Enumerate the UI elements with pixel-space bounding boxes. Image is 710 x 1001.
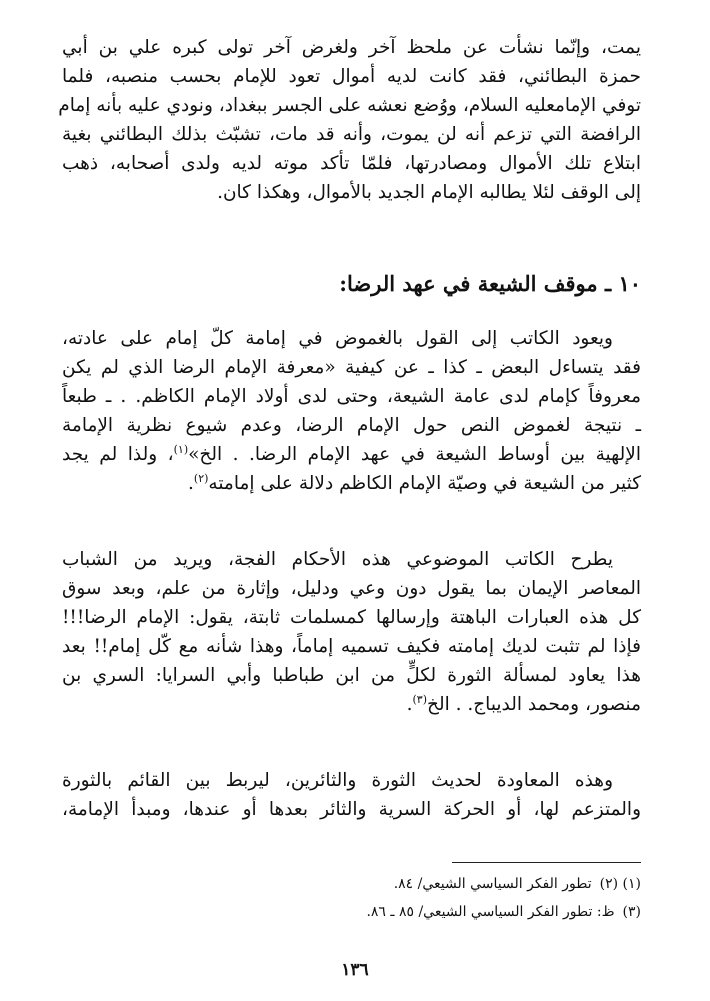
footnote-number: (٣) [622,904,641,920]
footnote-number: (١) (٢) [599,876,641,892]
footnote [62,870,641,898]
footnote-ref-3[interactable]: (٣) [412,692,427,706]
paragraph-3 [62,545,641,719]
text-line: وهذه المعاودة لحديث الثورة والثائرين، ليربط بين القائم بالثورة [62,770,613,791]
footnote [62,898,641,926]
footnote-ref-2[interactable]: (٢) [193,471,209,485]
text-line: ابتلاع تلك الأموال ومصادرتها، فلمّا تأكد موته لديه ولدى أصحابه، ذهب [62,153,641,174]
footnote-text: ظ: تطور الفكر السياسي الشيعي/ ٨٥ ـ ٨٦. [366,904,615,920]
text-line: كل هذه العبارات الباهتة وإرسالها كمسلمات ثابتة، يقول: الإمام الرضا!!! [62,607,641,628]
text-line: فقد يتساءل البعض ـ كذا ـ عن كيفية «معرفة الإمام الرضا الذي لم يكن [62,357,641,378]
text-line: يطرح الكاتب الموضوعي هذه الأحكام الفجة، ويريد من الشباب [62,549,613,570]
text-line: ـ نتيجة لغموض النص حول الإمام الرضا، وعدم شيوع نظرية الإمامة [62,415,641,436]
paragraph-2 [62,324,641,498]
text-line: ويعود الكاتب إلى القول بالغموض في إمامة كلّ إمام على عادته، [62,328,613,349]
text-line: حمزة البطائني، فقد كانت لديه أموال تعود للإمام بحسب منصبه، فلما [62,66,641,87]
paragraph-1 [58,33,641,207]
text-line: والمتزعم لها، أو الحركة السرية والثائر بعدها أو عندها، ومبدأ الإمامة، [62,799,641,820]
text-line: توفي الإمامعليه السلام، ووُضع نعشه على الجسر ببغداد، ونودي عليه بأنه إمام [58,95,641,116]
footnote-text: تطور الفكر السياسي الشيعي/ ٨٤. [393,876,592,892]
section-heading: ١٠ ـ موقف الشيعة في عهد الرضا: [339,271,641,296]
text-line: إلى الوقف لئلا يطالبه الإمام الجديد بالأموال، وهكذا كان. [217,182,641,203]
text-line: معروفاً كإمام لدى عامة الشيعة، وحتى لدى أولاد الإمام الكاظم. . ـ طبعاً [62,386,641,407]
text-line: منصور، ومحمد الديباج. . الخ$^{(٣)}$. [406,692,641,715]
text-line: هذا يعاود لمسألة الثورة لكلٍّ من ابن طباطبا وأبي السرايا: السري بن [62,665,641,686]
text-line: يمت، وإنّما نشأت عن ملحظ آخر ولغرض آخر تولى كبره علي بن أبي [62,37,641,58]
text-segment: منصور، ومحمد الديباج. . الخ [427,694,641,715]
page-number: ١٣٦ [341,960,369,980]
paragraph-4 [62,766,641,824]
text-line: المعاصر الإيمان بما يقول دون وعي ودليل، وإثارة من علم، وبعد سوق [62,578,641,599]
text-line: الرافضة التي تزعم أنه لن يموت، وأنه قد مات، تشبّث بذلك البطائني بغية [62,124,641,145]
text-segment: الإلهية بين أوساط الشيعة في عهد الإمام الرضا. . الخ» [188,444,641,465]
text-segment: كثير من الشيعة في وصيّة الإمام الكاظم دلالة على إمامته [208,473,641,494]
footnote-separator [452,862,641,863]
text-line: فإذا لم تثبت لديك إمامته فكيف تسميه إماماً، وهذا شأنه مع كّل إمام!! بعد [62,636,641,657]
text-line [62,440,641,469]
text-line: كثير من الشيعة في وصيّة الإمام الكاظم دلالة على إمامته$^{(٢)}$. [188,471,641,494]
text-segment: ، ولذا لم يجد [62,444,174,465]
footnote-ref-1[interactable]: (١) [173,442,189,456]
footnotes [62,870,641,926]
